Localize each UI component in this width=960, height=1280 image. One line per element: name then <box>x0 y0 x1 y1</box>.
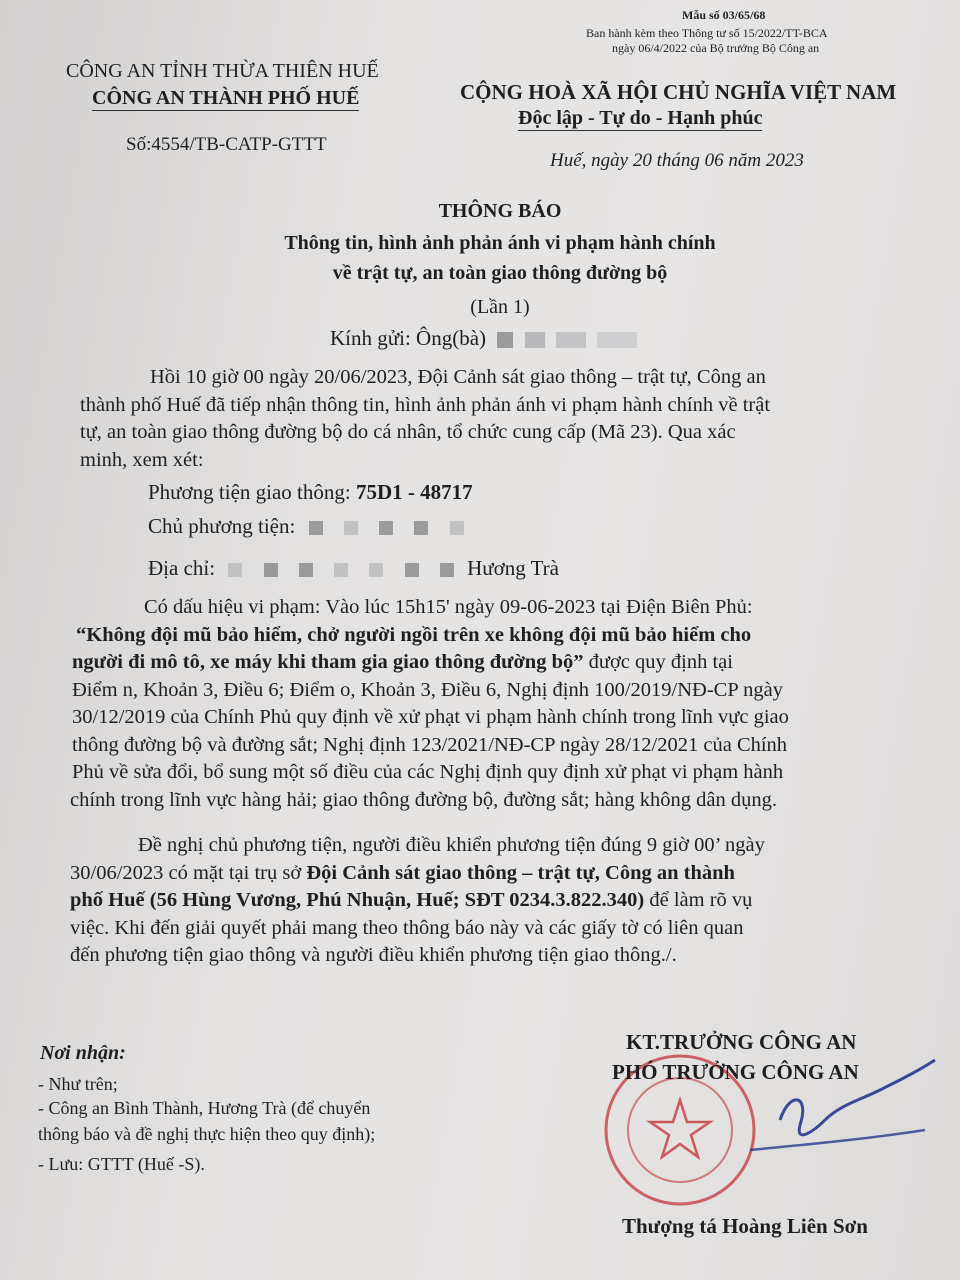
document-subtitle-1: Thông tin, hình ảnh phản ánh vi phạm hành chính <box>284 232 716 254</box>
recipient-line <box>330 326 637 351</box>
headquarters-name: Đội Cảnh sát giao thông – trật tự, Công an thành <box>306 861 735 884</box>
redacted-address <box>299 563 313 577</box>
redacted-owner <box>379 521 393 535</box>
redacted-owner <box>309 521 323 535</box>
text-line: việc. Khi đến giải quyết phải mang theo thông báo này và các giấy tờ có liên quan <box>70 916 744 939</box>
violation-paragraph <box>70 594 934 814</box>
text-line: 30/12/2019 của Chính Phủ quy định về xử phạt vi phạm hành chính trong lĩnh vực giao <box>72 706 789 728</box>
redacted-name <box>497 332 513 348</box>
headquarters-address: phố Huế (56 Hùng Vương, Phú Nhuận, Huế; SĐT 0234.3.822.340) <box>70 889 645 911</box>
national-motto: Độc lập - Tự do - Hạnh phúc <box>518 107 763 129</box>
text-line: tự, an toàn giao thông đường bộ do cá nhân, tổ chức cung cấp (Mã 23). Qua xác <box>80 421 736 443</box>
signing-title-1: KT.TRƯỞNG CÔNG AN <box>626 1030 857 1054</box>
license-plate: 75D1 - 48717 <box>355 480 473 504</box>
redacted-address <box>264 563 278 577</box>
redacted-address <box>369 563 383 577</box>
vehicle-row <box>148 480 473 505</box>
text-line: thông đường bộ và đường sắt; Nghị định 123/2021/NĐ-CP ngày 28/12/2021 của Chính <box>72 733 788 756</box>
address-row <box>148 556 559 581</box>
redacted-address <box>228 563 242 577</box>
recipient-label: Kính gửi: Ông(bà) <box>330 326 487 350</box>
text-line: minh, xem xét: <box>80 448 204 471</box>
place-and-date: Huế, ngày 20 tháng 06 năm 2023 <box>550 150 804 171</box>
intro-paragraph <box>70 364 934 474</box>
notice-round: (Lần 1) <box>470 296 530 318</box>
signing-title-2: PHÓ TRƯỞNG CÔNG AN <box>612 1060 859 1084</box>
signer-name: Thượng tá Hoàng Liên Sơn <box>622 1214 868 1238</box>
text-line: Điểm n, Khoản 3, Điều 6; Điểm o, Khoản 3, Điều 6, Nghị định 100/2019/NĐ-CP ngày <box>72 678 783 701</box>
text-fragment: để làm rõ vụ <box>644 889 753 911</box>
text-line: thành phố Huế đã tiếp nhận thông tin, hình ảnh phản ánh vi phạm hành chính về trật <box>80 393 771 416</box>
document-subtitle-2: về trật tự, an toàn giao thông đường bộ <box>332 262 668 284</box>
redacted-owner <box>450 521 464 535</box>
republic-name: CỘNG HOÀ XÃ HỘI CHỦ NGHĨA VIỆT NAM <box>460 80 897 104</box>
recipient-item: - Như trên; <box>38 1074 118 1094</box>
text-line <box>70 860 934 888</box>
form-issued-date: ngày 06/4/2022 của Bộ trưởng Bộ Công an <box>612 41 820 55</box>
text-line: chính trong lĩnh vực hàng hải; giao thông đường bộ, đường sắt; hàng không dân dụng. <box>70 788 777 811</box>
redacted-name <box>525 332 545 348</box>
recipient-item: - Lưu: GTTT (Huế -S). <box>38 1154 205 1174</box>
document-title: THÔNG BÁO <box>438 200 562 222</box>
redacted-name <box>556 332 586 348</box>
violation-description: người đi mô tô, xe máy khi tham gia giao thông đường bộ” <box>72 651 584 673</box>
text-fragment: được quy định tại <box>583 651 733 673</box>
recipient-item: thông báo và đề nghị thực hiện theo quy định); <box>38 1124 376 1144</box>
redacted-owner <box>414 521 428 535</box>
redacted-address <box>334 563 348 577</box>
address-label: Địa chỉ: <box>148 556 216 580</box>
text-fragment: 30/06/2023 có mặt tại trụ sở <box>70 861 307 884</box>
form-number: Mẫu số 03/65/68 <box>682 8 766 22</box>
redacted-address <box>440 563 454 577</box>
parent-agency: CÔNG AN TỈNH THỪA THIÊN HUẾ <box>66 60 379 82</box>
form-issued-with: Ban hành kèm theo Thông tư số 15/2022/TT-BCA <box>586 26 828 40</box>
recipients-title: Nơi nhận: <box>40 1042 126 1064</box>
address-district: Hương Trà <box>467 556 559 580</box>
redacted-owner <box>344 521 358 535</box>
text-line <box>70 649 934 677</box>
recipient-item: - Công an Bình Thành, Hương Trà (để chuyển <box>38 1098 371 1118</box>
text-line: Hồi 10 giờ 00 ngày 20/06/2023, Đội Cảnh sát giao thông – trật tự, Công an <box>150 366 766 388</box>
request-paragraph <box>70 832 934 970</box>
text-line <box>70 887 934 915</box>
vehicle-label: Phương tiện giao thông: <box>148 480 351 504</box>
text-line: Đề nghị chủ phương tiện, người điều khiển phương tiện đúng 9 giờ 00’ ngày <box>138 834 765 856</box>
redacted-name <box>597 332 637 348</box>
violation-description: “Không đội mũ bảo hiểm, chở người ngồi trên xe không đội mũ bảo hiểm cho <box>76 623 752 646</box>
redacted-address <box>405 563 419 577</box>
agency-name: CÔNG AN THÀNH PHỐ HUẾ <box>92 87 360 109</box>
text-line: Phủ về sửa đổi, bổ sung một số điều của các Nghị định quy định xử phạt vi phạm hành <box>72 761 784 783</box>
owner-row <box>148 514 472 539</box>
text-line: đến phương tiện giao thông và người điều khiển phương tiện giao thông./. <box>70 944 677 966</box>
document-number: Số:4554/TB-CATP-GTTT <box>126 134 327 155</box>
owner-label: Chủ phương tiện: <box>148 514 296 538</box>
text-line: Có dấu hiệu vi phạm: Vào lúc 15h15' ngày 09-06-2023 tại Điện Biên Phủ: <box>144 596 753 618</box>
